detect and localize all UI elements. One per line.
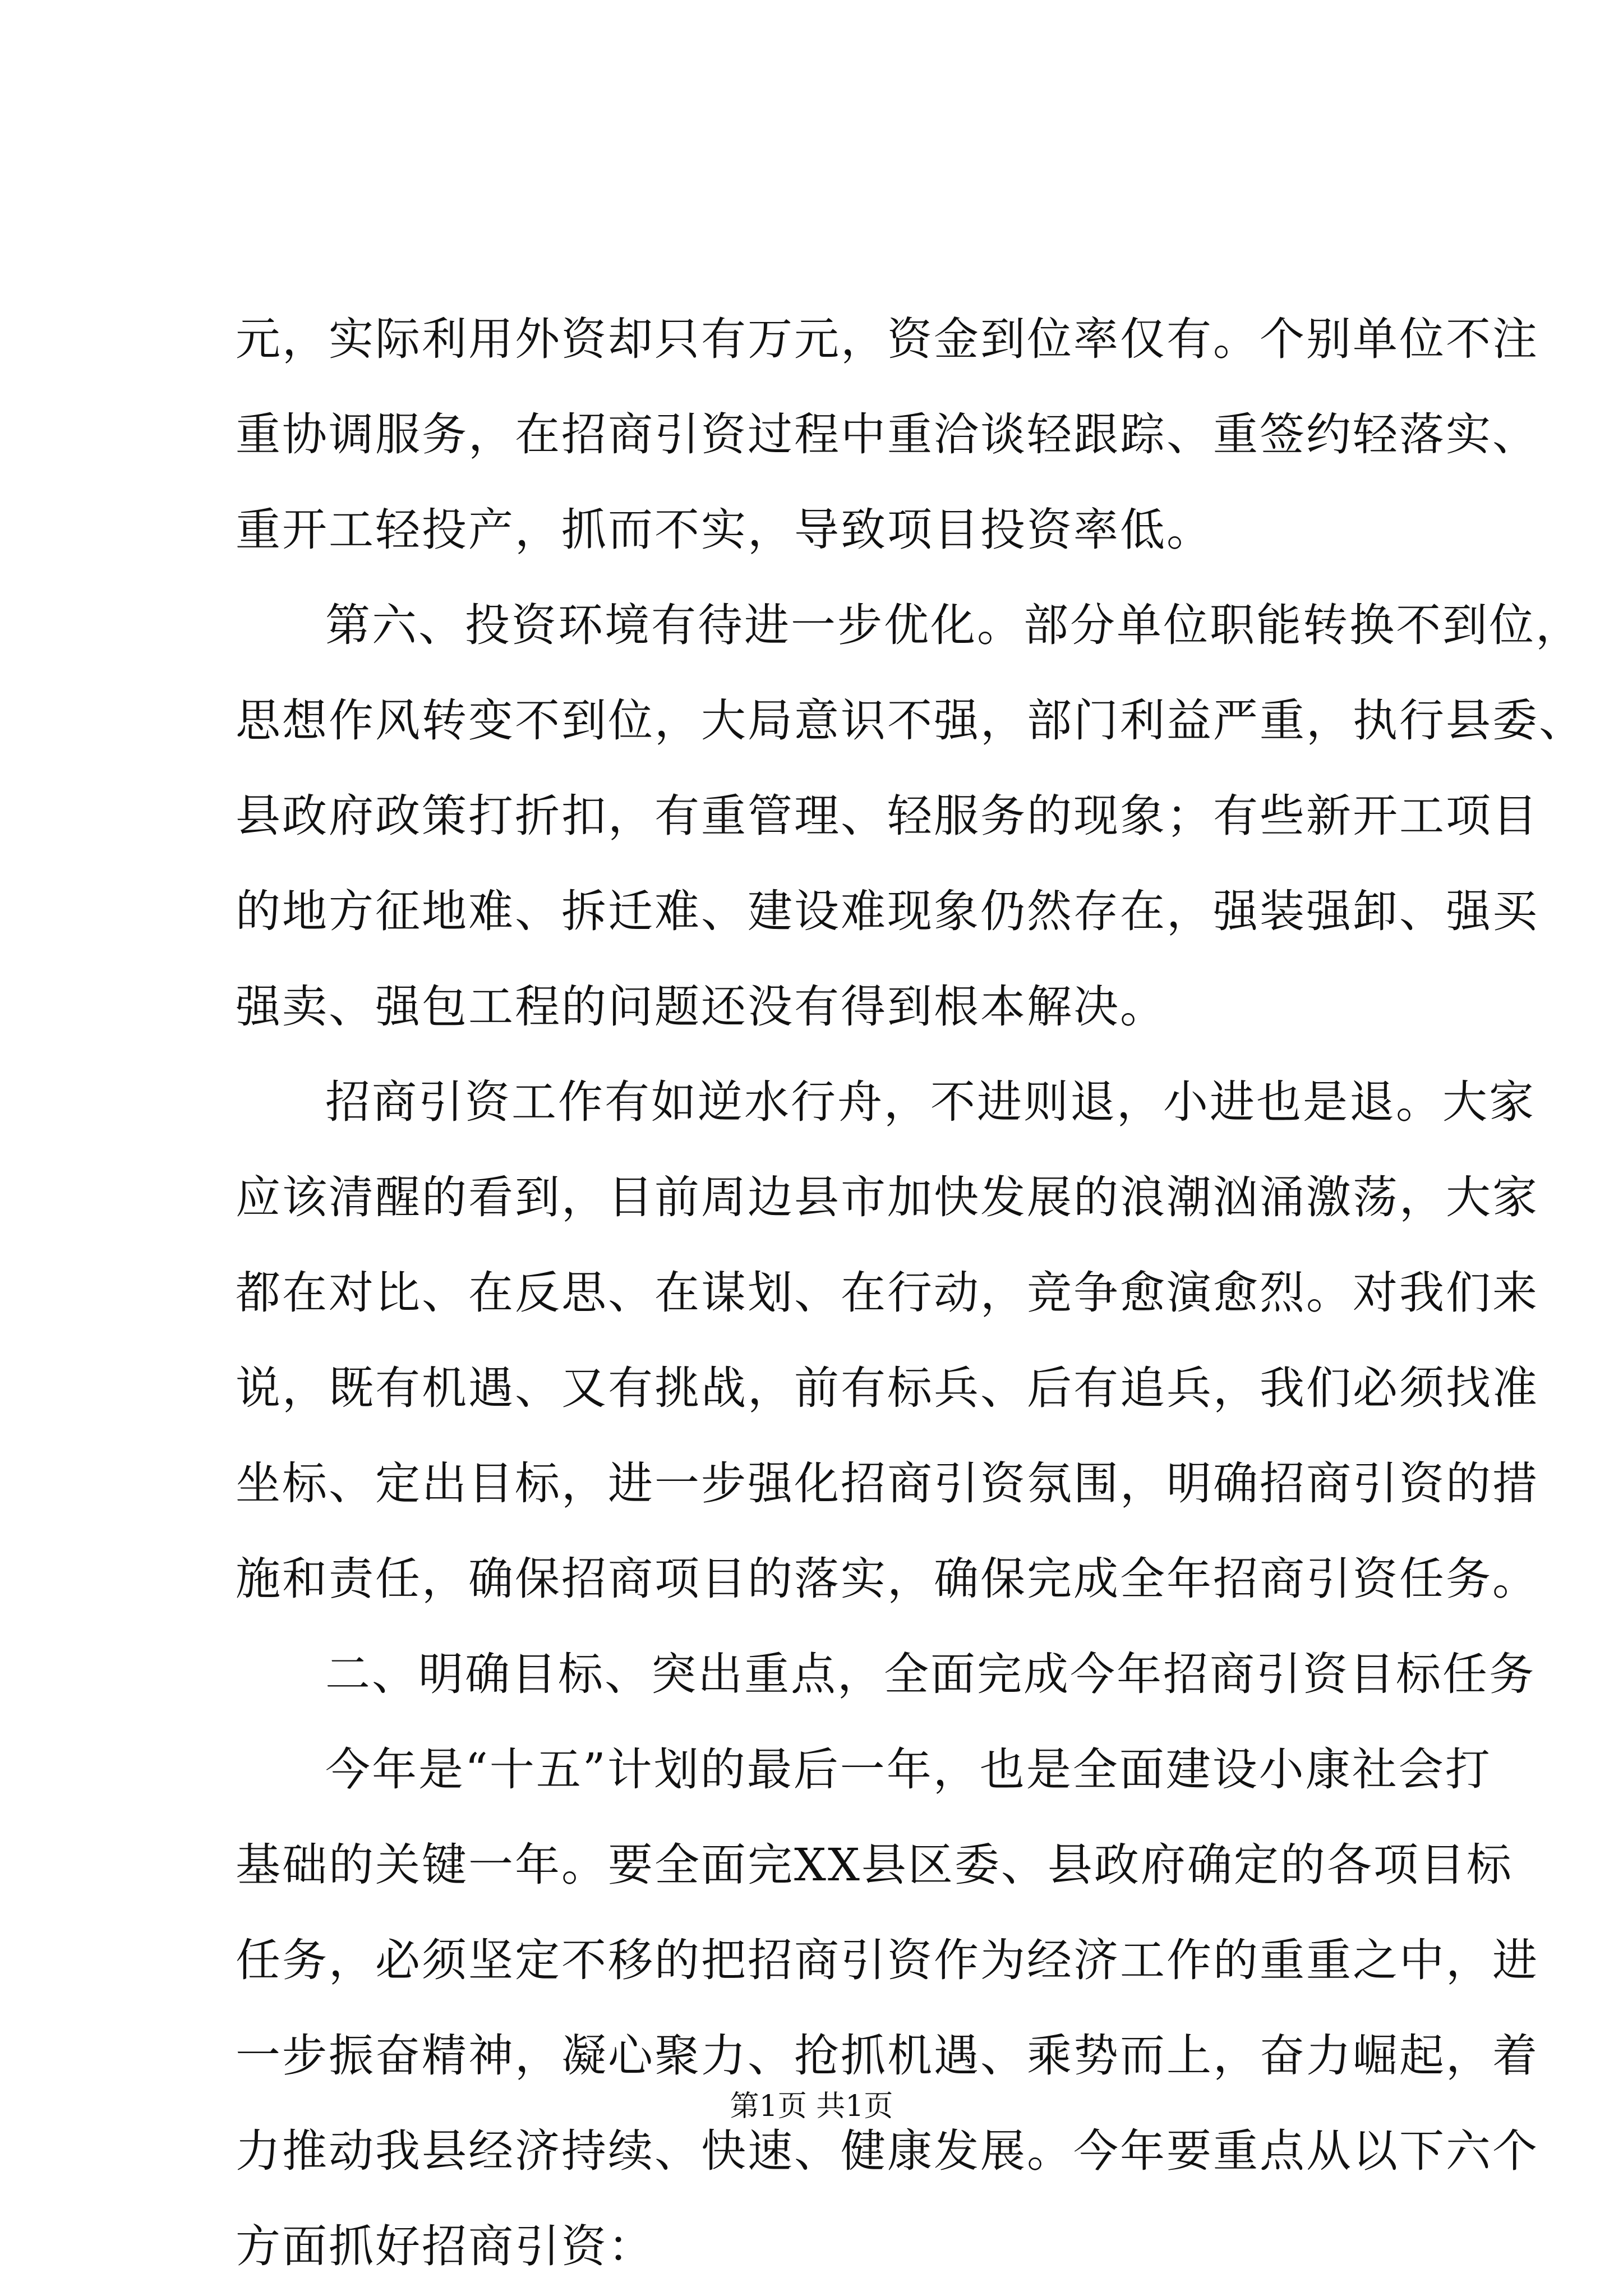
section-heading: 二、明确目标、突出重点，全面完成今年招商引资目标任务 [325,1648,1536,1700]
text-line: 应该清醒的看到，目前周边县市加快发展的浪潮汹涌激荡，大家 [236,1171,1539,1223]
paragraph-start-line: 第六、投资环境有待进一步优化。部分单位职能转换不到位， [325,599,1582,651]
text-line: 任务，必须坚定不移的把招商引资作为经济工作的重重之中，进 [236,1934,1539,1986]
text-line: 说，既有机遇、又有挑战，前有标兵、后有追兵，我们必须找准 [236,1362,1539,1414]
text-line: 重开工轻投产，抓而不实，导致项目投资率低。 [236,504,1213,556]
paragraph-start-line: 招商引资工作有如逆水行舟，不进则退，小进也是退。大家 [325,1076,1536,1128]
text-line: 一步振奋精神，凝心聚力、抢抓机遇、乘势而上，奋力崛起，着 [236,2030,1539,2082]
page-number-label: 第1页 共1页 [730,2090,893,2123]
text-line: 元，实际利用外资却只有万元，资金到位率仅有。个别单位不注 [236,313,1539,365]
paragraph-start-line: 今年是“十五”计划的最后一年，也是全面建设小康社会打 [325,1743,1492,1796]
text-line: 重协调服务，在招商引资过程中重洽谈轻跟踪、重签约轻落实、 [236,408,1539,461]
text-line: 思想作风转变不到位，大局意识不强，部门利益严重，执行县委、 [236,694,1585,747]
text-line: 力推动我县经济持续、快速、健康发展。今年要重点从以下六个 [236,2125,1539,2177]
text-line: 方面抓好招商引资： [236,2220,654,2272]
document-body [236,292,1585,2294]
text-line: 县政府政策打折扣，有重管理、轻服务的现象；有些新开工项目 [236,790,1539,842]
page-footer [0,2087,1623,2126]
text-line: 都在对比、在反思、在谋划、在行动，竞争愈演愈烈。对我们来 [236,1267,1539,1319]
text-line: 基础的关键一年。要全面完XX县区委、县政府确定的各项目标 [236,1839,1513,1891]
text-line: 坐标、定出目标，进一步强化招商引资氛围，明确招商引资的措 [236,1457,1539,1510]
text-line: 的地方征地难、拆迁难、建设难现象仍然存在，强装强卸、强买 [236,885,1539,937]
text-line: 强卖、强包工程的问题还没有得到根本解决。 [236,981,1166,1033]
text-line: 施和责任，确保招商项目的落实，确保完成全年招商引资任务。 [236,1553,1539,1605]
